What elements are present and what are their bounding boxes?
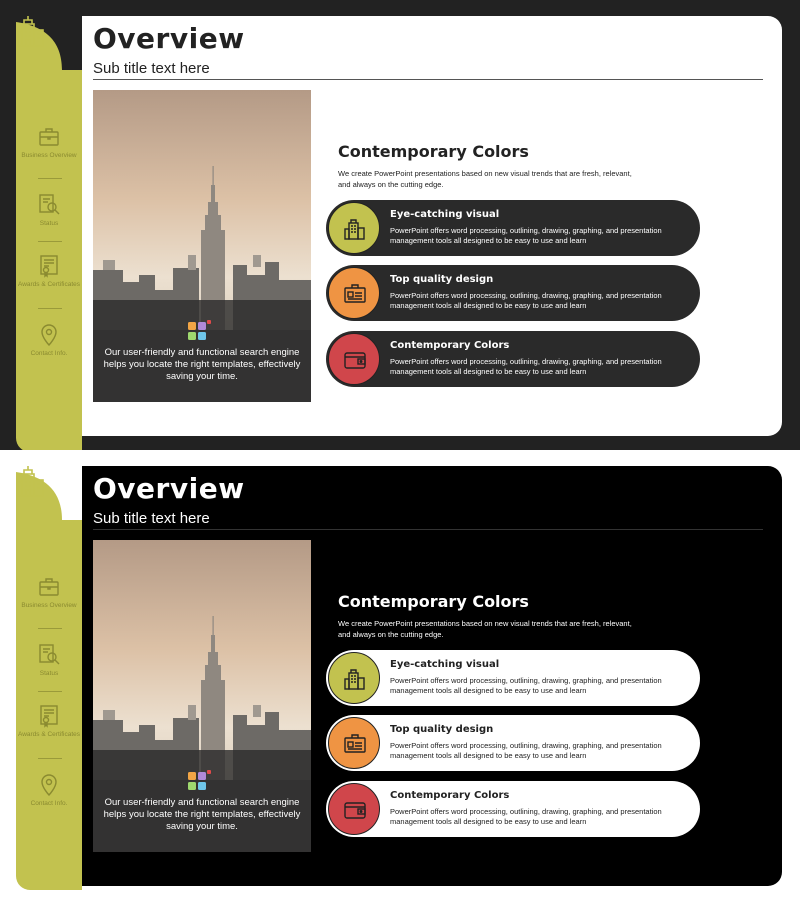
feature-title: Contemporary Colors <box>390 340 510 351</box>
sidebar-item-label: Status <box>39 220 59 227</box>
sidebar-divider <box>38 241 62 242</box>
certificate-icon <box>37 254 61 278</box>
wallet-icon <box>343 348 367 372</box>
feature-icon-circle <box>328 783 380 835</box>
sidebar-divider <box>38 691 62 692</box>
sidebar-item-contact-info[interactable] <box>16 323 82 358</box>
city-photo <box>93 540 311 852</box>
document-search-icon <box>37 643 61 667</box>
page-subtitle: Sub title text here <box>93 60 210 77</box>
feature-icon-circle <box>328 652 380 704</box>
slide-dark-panel <box>0 450 800 900</box>
buildings-icon <box>16 14 46 48</box>
feature-title: Top quality design <box>390 724 494 735</box>
briefcase-icon <box>37 575 61 599</box>
sidebar-item-status[interactable] <box>16 193 82 228</box>
sidebar-item-label: Contact Info. <box>30 800 68 807</box>
briefcase-icon <box>37 125 61 149</box>
id-card-icon <box>343 282 367 306</box>
photo-caption: Our user-friendly and functional search engine helps you locate the right templates, effectively saving your time. <box>103 347 301 382</box>
section-description: We create PowerPoint presentations based on new visual trends that are fresh, relevant, and always on the cutting edge. <box>338 169 632 189</box>
feature-text: PowerPoint offers word processing, outlining, drawing, graphing, and presentation management tools all designed to be easy to use and learn <box>390 357 662 376</box>
sidebar-item-label: Business Overview <box>21 152 77 159</box>
sidebar-item-label: Status <box>39 670 59 677</box>
color-tiles-icon <box>188 770 216 796</box>
feature-title: Contemporary Colors <box>390 790 510 801</box>
buildings-icon <box>343 217 367 241</box>
page-subtitle: Sub title text here <box>93 510 210 527</box>
feature-icon-circle <box>328 267 380 319</box>
title-divider <box>93 529 763 530</box>
sidebar <box>16 472 82 890</box>
feature-card-eye-catching <box>326 650 700 706</box>
sidebar-item-label: Business Overview <box>21 602 77 609</box>
feature-card-eye-catching <box>326 200 700 256</box>
location-pin-icon <box>37 773 61 797</box>
section-title: Contemporary Colors <box>338 142 529 161</box>
document-search-icon <box>37 193 61 217</box>
sidebar-item-business-overview[interactable] <box>16 575 82 610</box>
photo-overlay <box>93 300 311 402</box>
feature-card-top-quality <box>326 265 700 321</box>
feature-title: Top quality design <box>390 274 494 285</box>
section-description: We create PowerPoint presentations based on new visual trends that are fresh, relevant, and always on the cutting edge. <box>338 619 632 639</box>
feature-card-contemporary-colors <box>326 331 700 387</box>
photo-caption: Our user-friendly and functional search engine helps you locate the right templates, effectively saving your time. <box>103 797 301 832</box>
certificate-icon <box>37 704 61 728</box>
location-pin-icon <box>37 323 61 347</box>
feature-title: Eye-catching visual <box>390 659 500 670</box>
sidebar-item-status[interactable] <box>16 643 82 678</box>
feature-card-contemporary-colors <box>326 781 700 837</box>
feature-text: PowerPoint offers word processing, outlining, drawing, graphing, and presentation management tools all designed to be easy to use and learn <box>390 741 662 760</box>
title-divider <box>93 79 763 80</box>
sidebar-divider <box>38 628 62 629</box>
feature-text: PowerPoint offers word processing, outlining, drawing, graphing, and presentation management tools all designed to be easy to use and learn <box>390 676 662 695</box>
feature-card-top-quality <box>326 715 700 771</box>
buildings-icon <box>343 667 367 691</box>
feature-icon-circle <box>328 202 380 254</box>
feature-text: PowerPoint offers word processing, outlining, drawing, graphing, and presentation management tools all designed to be easy to use and learn <box>390 291 662 310</box>
buildings-icon <box>16 464 46 498</box>
sidebar-item-business-overview[interactable] <box>16 125 82 160</box>
id-card-icon <box>343 732 367 756</box>
page-title: Overview <box>93 22 245 55</box>
sidebar-item-awards-certificates[interactable] <box>16 254 82 289</box>
feature-text: PowerPoint offers word processing, outlining, drawing, graphing, and presentation management tools all designed to be easy to use and learn <box>390 226 662 245</box>
feature-icon-circle <box>328 717 380 769</box>
sidebar <box>16 22 82 450</box>
sidebar-item-label: Awards & Certificates <box>17 281 80 288</box>
feature-title: Eye-catching visual <box>390 209 500 220</box>
wallet-icon <box>343 798 367 822</box>
city-photo <box>93 90 311 402</box>
section-title: Contemporary Colors <box>338 592 529 611</box>
sidebar-item-label: Contact Info. <box>30 350 68 357</box>
feature-text: PowerPoint offers word processing, outlining, drawing, graphing, and presentation management tools all designed to be easy to use and learn <box>390 807 662 826</box>
sidebar-divider <box>38 308 62 309</box>
photo-overlay <box>93 750 311 852</box>
color-tiles-icon <box>188 320 216 346</box>
sidebar-divider <box>38 758 62 759</box>
sidebar-divider <box>38 178 62 179</box>
page-title: Overview <box>93 472 245 505</box>
sidebar-item-awards-certificates[interactable] <box>16 704 82 739</box>
sidebar-item-contact-info[interactable] <box>16 773 82 808</box>
sidebar-item-label: Awards & Certificates <box>17 731 80 738</box>
feature-icon-circle <box>328 333 380 385</box>
